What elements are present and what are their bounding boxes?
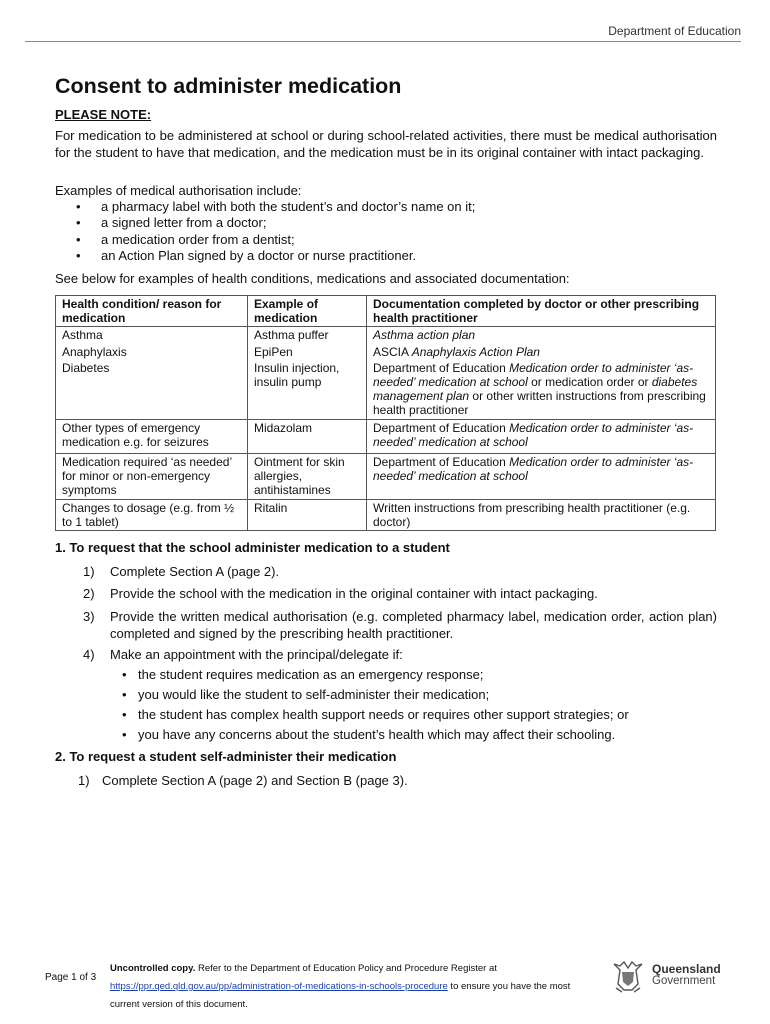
cell-condition: Other types of emergency medication e.g. for seizures xyxy=(56,419,248,453)
table-header-row xyxy=(56,296,716,327)
doc-plain: ASCIA xyxy=(373,344,412,359)
cell-example: Midazolam xyxy=(248,419,367,453)
crest-icon xyxy=(610,960,646,994)
table-row xyxy=(56,327,716,344)
list-item: • an Action Plan signed by a doctor or nurse practitioner. xyxy=(55,248,475,264)
cell-example: Insulin injection, insulin pump xyxy=(248,360,367,419)
cell-documentation xyxy=(367,419,716,453)
condition-item: • the student requires medication as an emergency response; xyxy=(138,667,483,682)
doc-italic: Medication order to administer ‘as-needed’ medication at school xyxy=(373,360,694,390)
doc-italic: Asthma action plan xyxy=(373,328,476,343)
cell-documentation: Written instructions from prescribing health practitioner (e.g. doctor) xyxy=(367,499,716,530)
list-item: • a pharmacy label with both the student’s and doctor’s name on it; xyxy=(55,199,475,215)
cell-condition: Medication required ‘as needed’ for minor or non-emergency symptoms xyxy=(56,454,248,500)
section-1-title: 1. To request that the school administer medication to a student xyxy=(55,540,450,555)
step-number: 1) xyxy=(83,564,95,579)
footer-text: Refer to the Department of Education Policy and Procedure Register at xyxy=(195,963,497,974)
cell-documentation xyxy=(367,454,716,500)
doc-italic: Medication order to administer ‘as-needed’ medication at school xyxy=(373,420,694,449)
brand-line-2: Government xyxy=(652,975,716,987)
examples-lead: Examples of medical authorisation include: xyxy=(55,183,302,198)
doc-italic: Anaphylaxis Action Plan xyxy=(411,344,540,359)
brand-line-1: Queensland xyxy=(652,962,721,976)
intro-paragraph: For medication to be administered at school or during school-related activities, there must be medical authorisation for the student to have that medication, and the medication must be in its original container with intact packaging. xyxy=(55,128,717,160)
brand-text xyxy=(652,963,721,987)
examples-list xyxy=(55,199,475,264)
doc-plain: Department of Education xyxy=(373,455,510,470)
department-label: Department of Education xyxy=(608,24,741,38)
queensland-government-logo xyxy=(610,960,740,994)
cell-documentation xyxy=(367,360,716,419)
cell-documentation xyxy=(367,327,716,344)
table-row xyxy=(56,344,716,360)
footer-notice xyxy=(110,960,600,1014)
list-item: • a signed letter from a doctor; xyxy=(55,215,475,231)
procedure-link[interactable]: https://ppr.qed.qld.gov.au/pp/administration-of-medications-in-schools-procedure xyxy=(110,981,448,992)
condition-item: • you would like the student to self-administer their medication; xyxy=(138,687,489,702)
doc-italic: Medication order to administer ‘as-needed’ medication at school xyxy=(373,455,694,484)
condition-item: • you have any concerns about the student’s health which may affect their schooling. xyxy=(138,727,615,742)
see-below-text: See below for examples of health conditions, medications and associated documentation: xyxy=(55,271,570,286)
condition-item: • the student has complex health support needs or requires other support strategies; or xyxy=(138,707,629,722)
table-row xyxy=(56,454,716,500)
doc-plain: Department of Education xyxy=(373,360,510,375)
cell-condition: Asthma xyxy=(56,327,248,344)
step-number: 3) xyxy=(83,609,95,624)
doc-italic: diabetes management plan xyxy=(373,375,698,404)
cell-example: Ritalin xyxy=(248,499,367,530)
doc-plain: or medication order or xyxy=(527,375,652,390)
cell-condition: Anaphylaxis xyxy=(56,344,248,360)
table-row xyxy=(56,419,716,453)
footer-bold: Uncontrolled copy. xyxy=(110,963,196,974)
cell-documentation xyxy=(367,344,716,360)
step-text: Provide the school with the medication in the original container with intact packaging. xyxy=(110,586,598,601)
step-text: Provide the written medical authorisation (e.g. completed pharmacy label, medication order, action plan) completed and signed by the prescribing health practitioner. xyxy=(110,609,717,641)
step-text: Complete Section A (page 2) and Section B (page 3). xyxy=(102,773,408,788)
doc-plain: Department of Education xyxy=(373,420,510,435)
table-row xyxy=(56,499,716,530)
cell-condition: Diabetes xyxy=(56,360,248,419)
cell-example: Ointment for skin allergies, antihistamines xyxy=(248,454,367,500)
table-header-condition: Health condition/ reason for medication xyxy=(56,296,248,327)
step-number: 4) xyxy=(83,647,95,662)
section-2-title: 2. To request a student self-administer their medication xyxy=(55,749,397,764)
footer-text: to ensure you have the most current version of this document. xyxy=(110,981,571,1010)
header-divider xyxy=(25,41,741,42)
cell-example: Asthma puffer xyxy=(248,327,367,344)
step-number: 1) xyxy=(78,773,90,788)
step-text: Make an appointment with the principal/delegate if: xyxy=(110,647,403,662)
step-number: 2) xyxy=(83,586,95,601)
step-text: Complete Section A (page 2). xyxy=(110,564,280,579)
page-title: Consent to administer medication xyxy=(55,74,402,98)
medication-table xyxy=(55,295,716,531)
page-number: Page 1 of 3 xyxy=(45,972,97,983)
doc-plain: or other written instructions from prescribing health practitioner xyxy=(373,389,706,418)
cell-example: EpiPen xyxy=(248,344,367,360)
please-note-heading: PLEASE NOTE: xyxy=(55,107,152,122)
table-header-documentation: Documentation completed by doctor or other prescribing health practitioner xyxy=(367,296,716,327)
table-header-example: Example of medication xyxy=(248,296,367,327)
table-row xyxy=(56,360,716,419)
cell-condition: Changes to dosage (e.g. from ½ to 1 tablet) xyxy=(56,499,248,530)
list-item: • a medication order from a dentist; xyxy=(55,232,475,248)
